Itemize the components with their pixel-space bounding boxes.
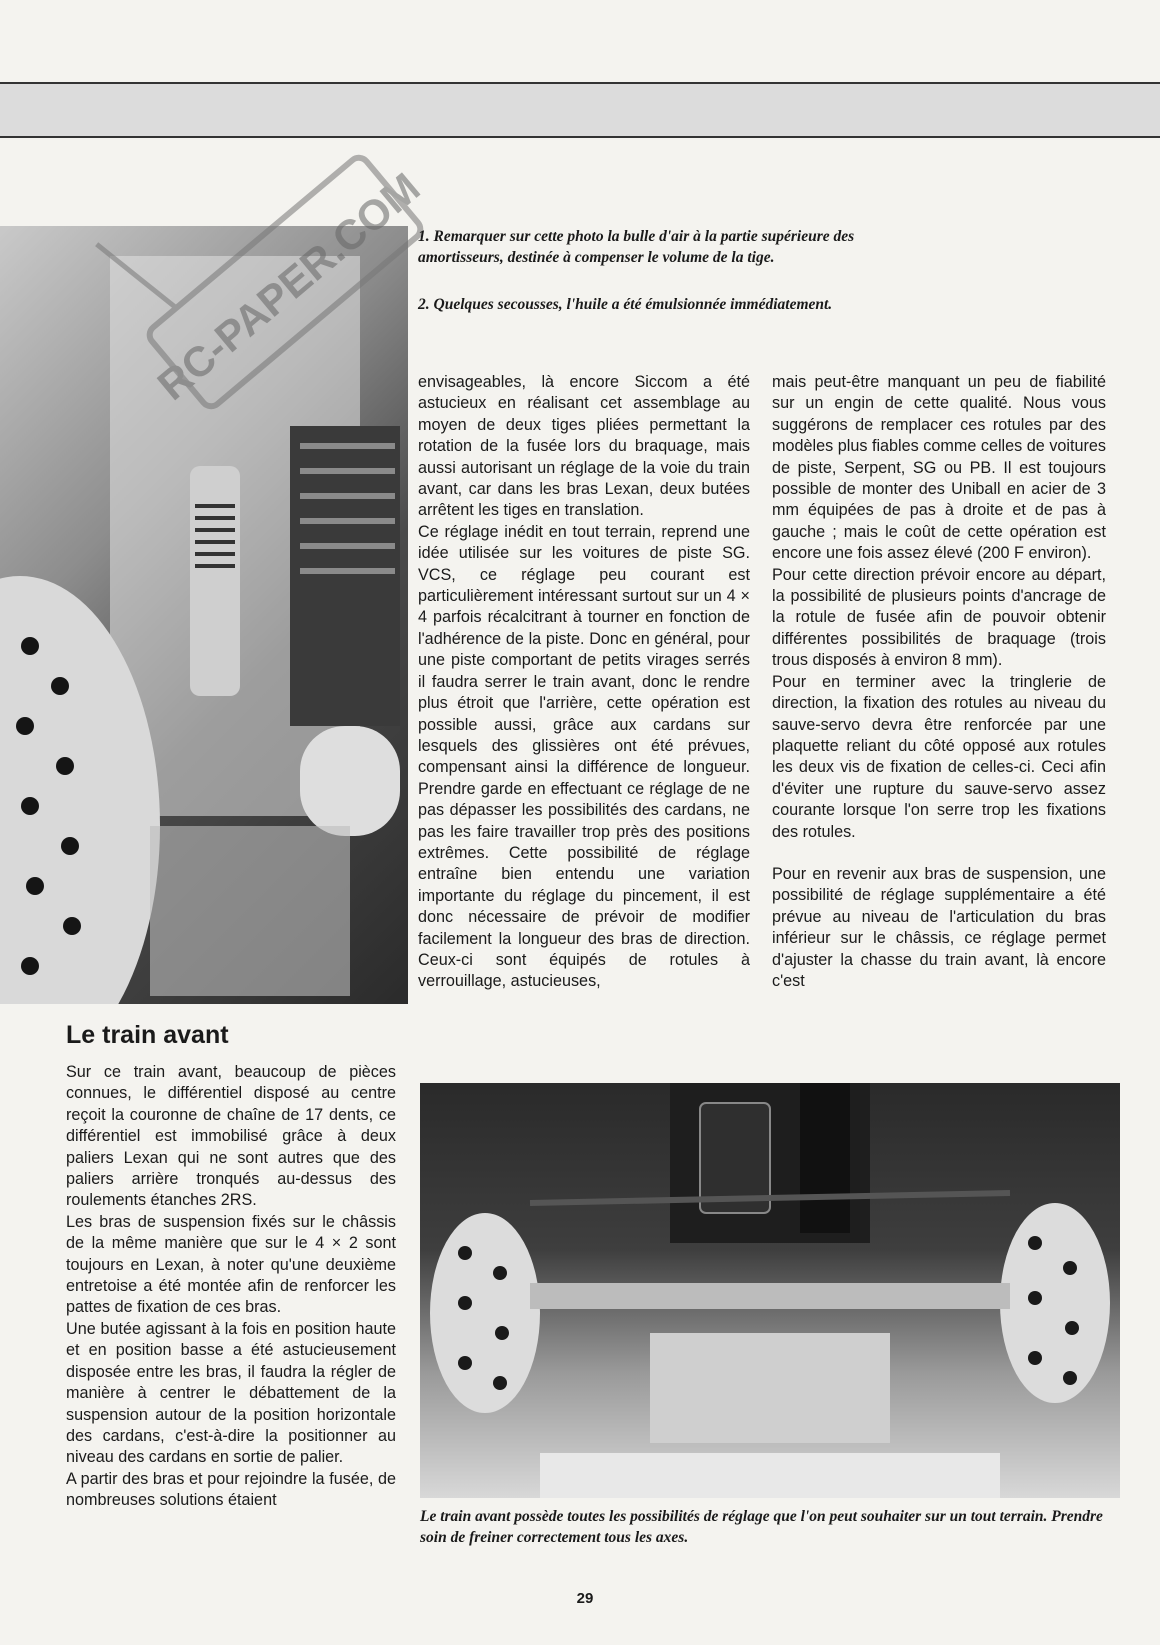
paragraph: Une butée agissant à la fois en position haute et en position basse a été astucieusement disposée entre les bras, il faudra la régler de manière à centrer le débattement de la suspension autour de la position horizontale des cardans, c'est-à-dire la positionner au niveau des cardans en sortie de palier. [66,1319,396,1467]
paragraph: mais peut-être manquant un peu de fiabilité sur un engin de cette qualité. Nous vous suggérons de remplacer ces rotules par des modèles plus fiables comme celles de voitures de piste, Serpent, SG ou PB. Il est toujours possible de monter des Uniball en acier de 3 mm équipées de pas à droite et de pas à gauche ; mais le coût de cette opération est encore une fois assez élevé (200 F environ). [772,373,1106,563]
paragraph: Pour en revenir aux bras de suspension, une possibilité de réglage supplémentaire a été prévue au niveau de l'articulation du bras inférieur sur le châssis, ce réglage permet d'ajuster la chasse du train avant, là encore c'est [772,864,1106,990]
paragraph: Les bras de suspension fixés sur le châssis de la même manière que sur le 4 × 2 sont toujours en Lexan, à noter qu'une deuxième entretoise a été montée afin de renforcer les pattes de fixation de ces bras. [66,1212,396,1317]
article-column-3 [772,372,1106,992]
caption-photo-2: 2. Quelques secousses, l'huile a été émulsionnée immédiatement. [418,296,833,313]
caption-front-train: Le train avant possède toutes les possibilités de réglage que l'on peut souhaiter sur un tout terrain. Prendre soin de freiner correctement tous les axes. [420,1508,1103,1546]
paragraph: Ce réglage inédit en tout terrain, reprend une idée utilisée sur les voitures de piste SG. VCS, ce réglage peu courant est particulièrement intéressant surtout sur un 4 × 4 parfois récalcitrant à tourner en fonction de l'adhérence de la piste. Donc en général, pour une piste comportant de petits virages serrés il faudra serrer le train avant, donc le rendre plus étroit que l'arrière, cette opération est possible aussi, grâce aux cardans sur lesquels des glissières ont été prévues, compensant ainsi la différence de longueur. Prendre garde en effectuant ce réglage de ne pas dépasser les possibilités des cardans, ne pas les faire travailler trop près des positions extrêmes. Cette possibilité de réglage entraîne bien entendu une variation importante du réglage du pincement, il est donc nécessaire de prévoir de modifier facilement la longueur des bras de direction. Ceux-ci sont équipés de rotules à verrouillage, astucieuses, [418,522,750,991]
paragraph: Sur ce train avant, beaucoup de pièces connues, le différentiel disposé au centre reçoit la couronne de chaîne de 17 dents, ce différentiel est immobilisé grâce à deux paliers Lexan qui ne sont autres que des paliers arrière tronqués au-dessus des roulements étanches 2RS. [66,1063,396,1210]
watermark-text: RC-PAPER.COM [148,163,429,409]
antenna-icon [97,231,177,320]
page-number: 29 [576,1590,594,1607]
article-column-1 [66,1062,396,1512]
section-heading: Le train avant [66,1021,229,1049]
caption-photo-1: 1. Remarquer sur cette photo la bulle d'air à la partie supérieure des amortisseurs, destinée à compenser le volume de la tige. [418,228,855,266]
paragraph: A partir des bras et pour rejoindre la fusée, de nombreuses solutions étaient [66,1469,396,1510]
paragraph: envisageables, là encore Siccom a été astucieux en réalisant cet assemblage au moyen de deux tiges pliées permettant la rotation de la fusée lors du braquage, mais aussi autorisant un réglage de la voie du train avant, car dans les bras Lexan, deux butées arrêtent les tiges en translation. [418,373,750,520]
paragraph: Pour en terminer avec la tringlerie de direction, la fixation des rotules au niveau du sauve-servo devra être renforcée par une plaquette reliant du côté opposé aux rotules les deux vis de fixation de celles-ci. Ceci afin d'éviter une rupture du sauve-servo assez courante lorsque l'on serre trop les fixations des rotules. [772,672,1106,841]
paragraph: Pour cette direction prévoir encore au départ, la possibilité de plusieurs points d'ancrage de la rotule de fusée afin de pouvoir obtenir différentes possibilités de braquage (trois trous disposés à environ 8 mm). [772,565,1106,670]
photo-front-axle [420,1083,1120,1498]
article-column-2 [418,372,750,993]
